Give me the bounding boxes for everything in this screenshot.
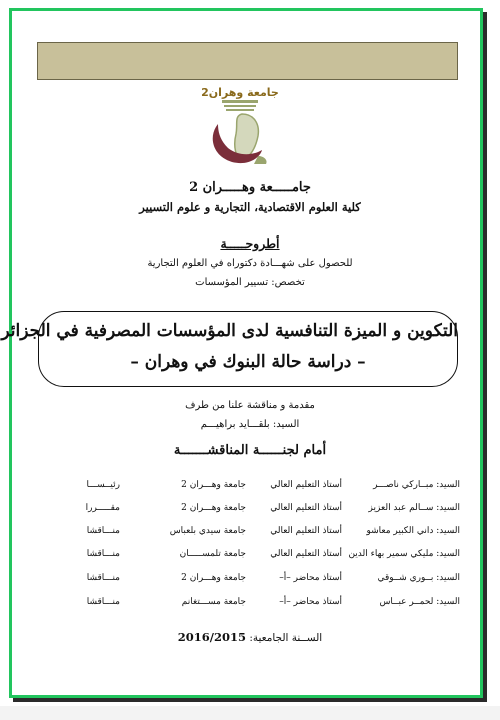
thesis-title-line-2: – دراسة حالة البنوك في وهران –	[130, 352, 366, 372]
jury-row	[40, 573, 460, 589]
jury-title: أمام لجنــــــة المناقشـــــــة	[173, 443, 327, 458]
academic-year-value: 2016/2015	[177, 630, 246, 644]
jury-member-university: جامعة سيدي بلعباس	[169, 526, 246, 536]
thesis-type: أطروحـــــة	[220, 236, 280, 251]
jury-member-rank: أستاذ التعليم العالي	[270, 503, 342, 513]
jury-member-rank: أستاذ التعليم العالي	[270, 526, 342, 536]
jury-member-name: السيد: داني الكبير معاشو	[366, 526, 460, 536]
logo-text-band	[224, 105, 256, 107]
jury-member-university: جامعة وهـــران 2	[181, 480, 246, 490]
jury-member-role: مقـــــررا	[85, 503, 120, 513]
faculty-name: كلية العلوم الاقتصادية، التجارية و علوم التسيير	[139, 200, 361, 214]
jury-member-rank: أستاذ محاضر –أ–	[279, 573, 342, 583]
jury-member-role: منـــاقشا	[86, 549, 120, 559]
degree-line: للحصول على شهـــادة دكتوراه في العلوم التجارية	[147, 258, 353, 269]
jury-member-role: منـــاقشا	[86, 573, 120, 583]
jury-member-role: منـــاقشا	[86, 597, 120, 607]
jury-member-name: السيد: لحمــر عبــاس	[379, 597, 460, 607]
academic-year	[30, 630, 470, 644]
presented-by: مقدمة و مناقشة علنا من طرف	[185, 400, 315, 411]
author-line: السيد: بلقـــايد براهيـــم	[200, 419, 300, 430]
jury-row	[40, 549, 460, 565]
jury-member-name: السيد: بــوري شــوقي	[377, 573, 460, 583]
jury-member-rank: أستاذ محاضر –أ–	[279, 597, 342, 607]
jury-row	[40, 526, 460, 542]
jury-member-university: جامعة وهـــران 2	[181, 573, 246, 583]
academic-year-label: الســنة الجامعية:	[249, 632, 323, 644]
header-banner	[37, 42, 458, 80]
university-name: جامـــــعة وهـــــران 2	[189, 180, 311, 195]
page-shadow-bottom	[13, 698, 487, 702]
logo-text-band	[222, 100, 258, 103]
logo-title-text: جامعة وهران2	[201, 86, 279, 99]
jury-row	[40, 480, 460, 496]
jury-member-university: جامعة تلمســـــان	[179, 549, 246, 559]
jury-row	[40, 597, 460, 613]
jury-member-university: جامعة وهـــران 2	[181, 503, 246, 513]
jury-member-university: جامعة مســـتغانم	[181, 597, 246, 607]
university-logo	[198, 84, 282, 170]
jury-member-name: السيد: مبــاركي ناصـــر	[373, 480, 460, 490]
logo-figure	[235, 114, 259, 158]
jury-member-role: منـــاقشا	[86, 526, 120, 536]
thesis-title-line-1: التكوين و الميزة التنافسية لدى المؤسسات المصرفية في الجزائر	[1, 321, 458, 341]
specialty-line: تخصص: تسيير المؤسسات	[195, 277, 305, 288]
jury-member-rank: أستاذ التعليم العالي	[270, 549, 342, 559]
jury-member-name: السيد: ســالم عبد العزيز	[368, 503, 460, 513]
window-bottom-band	[0, 706, 500, 720]
jury-member-role: رئيــســـا	[86, 480, 120, 490]
jury-row	[40, 503, 460, 519]
jury-member-name: السيد: مليكي سمير بهاء الدين	[348, 549, 460, 559]
page-shadow-right	[483, 12, 487, 702]
jury-member-rank: أستاذ التعليم العالي	[270, 480, 342, 490]
logo-text-band	[226, 109, 254, 111]
